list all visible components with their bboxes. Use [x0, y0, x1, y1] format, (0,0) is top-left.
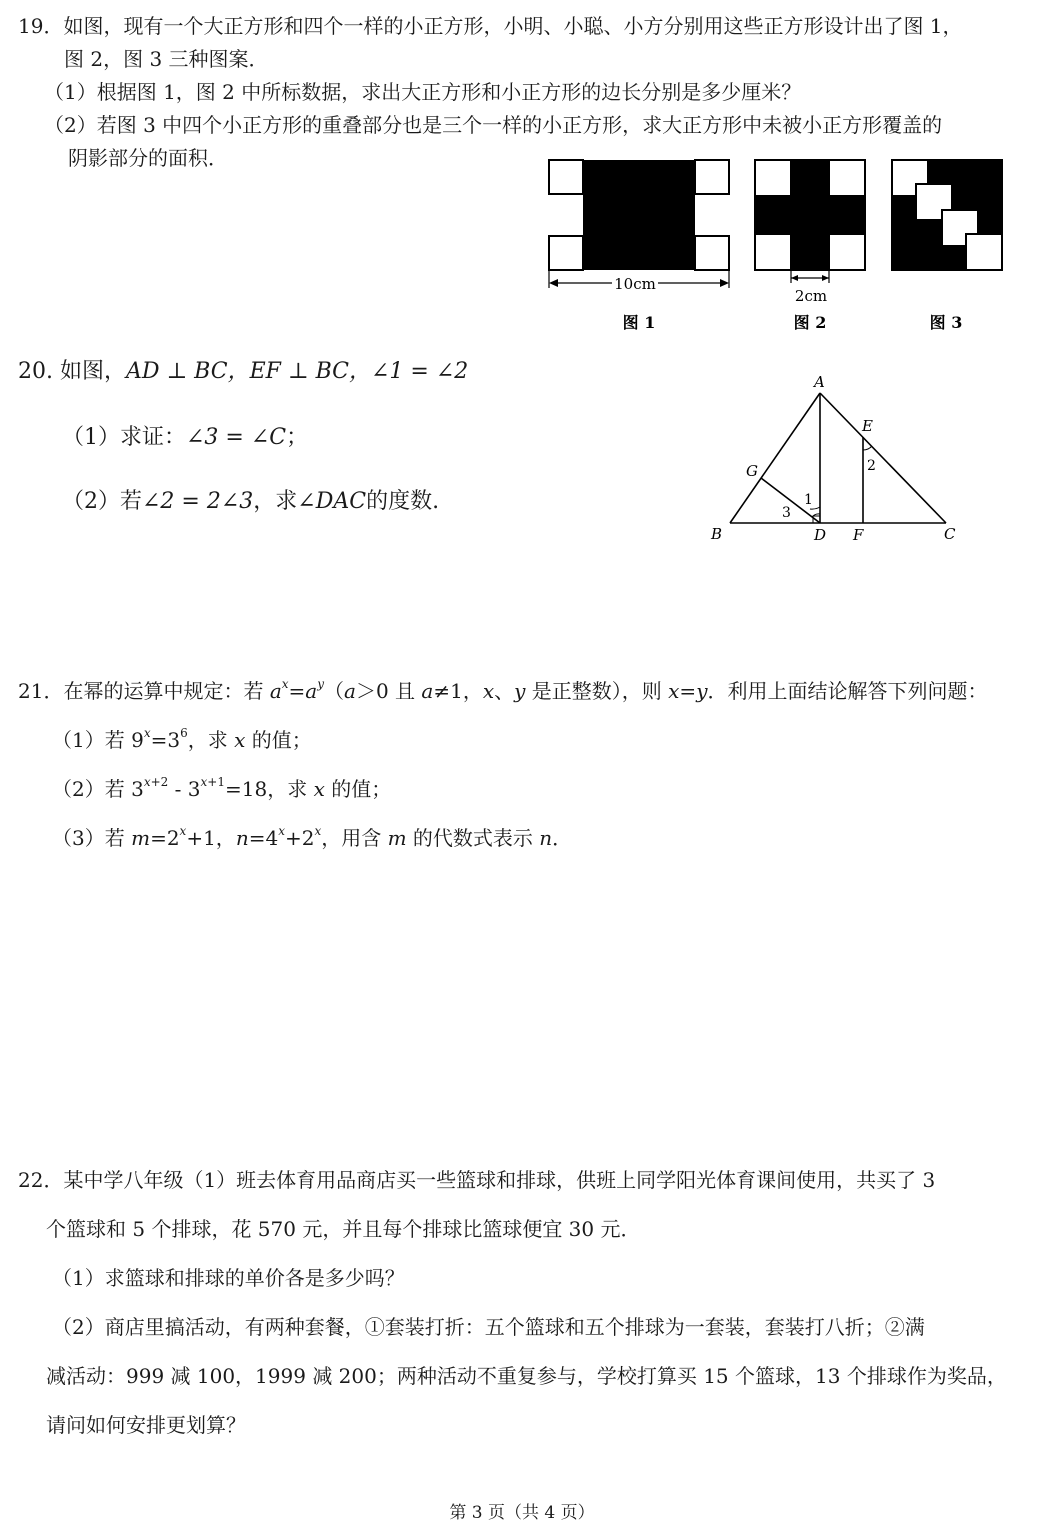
label-D: D — [814, 526, 827, 544]
label-E: E — [862, 417, 873, 435]
figure-1 — [549, 160, 729, 332]
q21-p1-a: （1）若 9 — [52, 728, 144, 752]
q21-stem-text-d: ≠1， — [433, 679, 483, 703]
q21-p3-m2: m — [387, 826, 407, 850]
q21-var-x: x — [482, 679, 495, 703]
q21-p1-exp-x: x — [143, 726, 151, 741]
q20-stem-math: AD ⊥ BC，EF ⊥ BC，∠1 = ∠2 — [125, 359, 469, 384]
label-B: B — [711, 525, 723, 543]
q21-p3-exp3: x — [314, 824, 322, 839]
q19-intro-line1: 19．如图，现有一个大正方形和四个一样的小正方形，小明、小聪、小方分别用这些正方形设计出了图 1， — [18, 14, 963, 38]
q19-intro-line2: 图 2，图 3 三种图案． — [64, 47, 269, 71]
q21-p3-n: n — [235, 826, 249, 850]
q21-stem-text-b: （ — [324, 679, 345, 703]
q21-p3-e: +2 — [284, 826, 315, 850]
q21-stem-text-e: 、 — [494, 679, 515, 703]
q21-p3-c: +1， — [186, 826, 236, 850]
q21-x-eq-y: x — [668, 679, 680, 703]
q19-part2-line2: 阴影部分的面积． — [68, 146, 228, 170]
q21-p2-c: =18，求 — [224, 777, 314, 801]
q20-triangle-figure — [700, 365, 970, 550]
q20-p2-math2: ∠DAC — [297, 489, 367, 514]
label-F: F — [853, 526, 864, 544]
q22-line2: 个篮球和 5 个排球，花 570 元，并且每个排球比篮球便宜 30 元． — [46, 1217, 641, 1241]
q22-part2-line1: （2）商店里搞活动，有两种套餐，①套装打折：五个篮球和五个排球为一套装，套装打八折；②满 — [52, 1315, 925, 1339]
label-A: A — [814, 373, 825, 391]
q21-p2-exp1: x+2 — [143, 775, 169, 790]
q21-y: y — [696, 679, 708, 703]
angle-label-1: 1 — [804, 492, 813, 508]
q21-ay: $a^y$ — [305, 677, 325, 703]
q21-p1-x: x — [234, 728, 246, 752]
q20-stem-prefix: 20. 如图， — [18, 359, 126, 384]
q21-p1-b: =3 — [150, 728, 181, 752]
label-G: G — [746, 462, 758, 480]
q21-p2-x: x — [313, 777, 325, 801]
angle-label-3: 3 — [782, 505, 791, 521]
q21-p2-b: - 3 — [168, 777, 201, 801]
q21-p3-a: （3）若 — [52, 826, 132, 850]
q19-part1: （1）根据图 1，图 2 中所标数据，求出大正方形和小正方形的边长分别是多少厘米？ — [44, 80, 802, 104]
q21-stem: 21．在幂的运算中规定：若 $a^x=a^y(a>0$ 且 a≠1，x、y 是正整数），则 x=y．利用上面结论解答下列问题： — [18, 677, 988, 703]
q21-p3-g: 的代数式表示 — [406, 826, 540, 850]
q21-p3-m: m — [131, 826, 151, 850]
q21-part2 — [52, 775, 391, 803]
q21-p3-exp1: x — [179, 824, 187, 839]
q21-p3-d: =4 — [248, 826, 279, 850]
q20-p1-prefix: （1）求证： — [62, 425, 186, 450]
q20-part1 — [62, 424, 308, 452]
q22-line1: 22．某中学八年级（1）班去体育用品商店买一些篮球和排球，供班上同学阳光体育课间使用，共买了 3 — [18, 1168, 936, 1192]
fig1-caption: 图 1 — [622, 313, 656, 332]
q21-stem-text-g: ．利用上面结论解答下列问题： — [707, 679, 988, 703]
q20-p2-prefix: （2）若 — [62, 489, 142, 514]
q21-p2-exp2: x+1 — [200, 775, 225, 790]
q20-p2-math: ∠2 = 2∠3 — [142, 489, 254, 514]
q21-p1-c: ，求 — [187, 728, 235, 752]
q20-p2-mid: ，求 — [253, 489, 298, 514]
q21-part1 — [52, 726, 312, 754]
q21-var-y: y — [514, 679, 526, 703]
q21-stem-text-f: 是正整数），则 — [525, 679, 669, 703]
q21-stem-text-a: 21．在幂的运算中规定：若 — [18, 679, 270, 703]
q19-figures — [540, 150, 1020, 340]
q22-part1: （1）求篮球和排球的单价各是多少吗？ — [52, 1266, 405, 1290]
q21-p2-d: 的值； — [324, 777, 392, 801]
fig2-dimension: 2cm — [794, 287, 828, 305]
fig3-caption: 图 3 — [929, 313, 963, 332]
q21-p1-d: 的值； — [245, 728, 312, 752]
q21-p1-exp-6: 6 — [180, 726, 188, 741]
q20-stem — [18, 358, 468, 386]
q21-p3-n2: n — [539, 826, 553, 850]
q21-part3 — [52, 824, 572, 852]
q20-p2-suffix: 的度数. — [366, 489, 440, 514]
q21-p3-f: ，用含 — [321, 826, 388, 850]
q21-p3-b: =2 — [150, 826, 180, 850]
page-footer: 第 3 页（共 4 页） — [449, 1503, 595, 1523]
figure-2 — [755, 160, 865, 332]
q21-ax: $a^x$ — [269, 677, 289, 703]
q21-p2-a: （2）若 3 — [52, 777, 144, 801]
angle-label-2: 2 — [867, 458, 876, 474]
q21-p3-exp2: x — [278, 824, 285, 839]
q21-p3-h: ． — [552, 826, 573, 850]
figure-3 — [892, 160, 1002, 332]
fig2-caption: 图 2 — [793, 313, 827, 332]
q19-part2-line1: （2）若图 3 中四个小正方形的重叠部分也是三个一样的小正方形，求大正方形中未被小正方形覆盖的 — [44, 113, 943, 137]
q21-var-a2: a — [421, 679, 434, 703]
q22-part2-line3: 请问如何安排更划算？ — [46, 1413, 246, 1437]
q20-part2 — [62, 488, 439, 516]
label-C: C — [944, 525, 956, 543]
q20-p1-math: ∠3 = ∠C — [186, 425, 287, 450]
q21-stem-text-c: ＞0 且 — [355, 679, 422, 703]
fig1-dimension: 10cm — [614, 275, 656, 293]
q22-part2-line2: 减活动：999 减 100，1999 减 200；两种活动不重复参与，学校打算买 15 个篮球，13 个排球作为奖品， — [46, 1364, 1007, 1388]
q21-var-a: a — [344, 679, 356, 703]
q20-p1-suffix: ； — [286, 425, 309, 450]
